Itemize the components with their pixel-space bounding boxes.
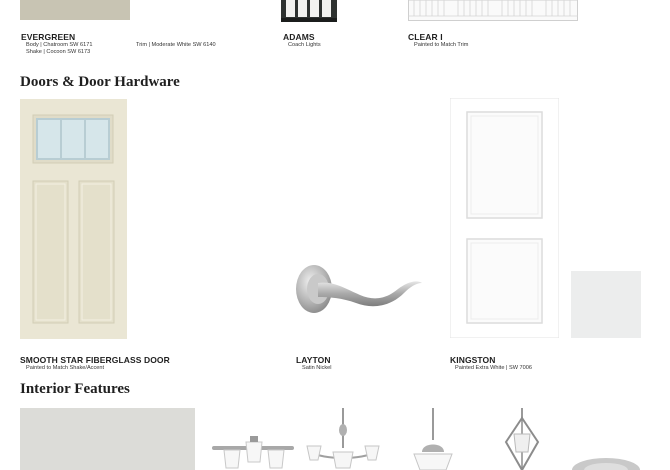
trim-color: Trim | Moderate White SW 6140 <box>136 42 216 48</box>
paint-swatch <box>571 271 641 338</box>
wall-color-swatch <box>20 408 195 470</box>
flush-mount-image <box>570 452 642 470</box>
garage-name: CLEAR I <box>408 32 443 42</box>
hardware-finish: Satin Nickel <box>302 365 332 371</box>
siding-body-color: Body | Chatroom SW 6171 <box>26 42 93 48</box>
garage-finish: Painted to Match Trim <box>414 42 469 48</box>
interior-section-title: Interior Features <box>20 381 130 397</box>
doors-section-title: Doors & Door Hardware <box>20 74 180 90</box>
light-name: ADAMS <box>283 32 315 42</box>
light-finish: Coach Lights <box>288 42 321 48</box>
lantern-pendant-image <box>500 408 544 470</box>
pendant-light-image <box>408 408 458 470</box>
hardware-name: LAYTON <box>296 355 331 365</box>
front-door-finish: Painted to Match Shake/Accent <box>26 365 105 371</box>
interior-door-finish: Painted Extra White | SW 7006 <box>455 365 533 371</box>
layton-lever-image <box>294 259 426 315</box>
siding-swatch <box>20 0 130 20</box>
front-door-image <box>20 99 127 339</box>
interior-door-image <box>450 98 559 338</box>
garage-door-image <box>408 0 578 21</box>
siding-name: EVERGREEN <box>21 32 76 42</box>
interior-door-name: KINGSTON <box>450 355 496 365</box>
coach-light-image <box>281 0 337 22</box>
vanity-light-image <box>210 434 296 470</box>
front-door-name: SMOOTH STAR FIBERGLASS DOOR <box>20 355 170 365</box>
chandelier-image <box>303 408 383 470</box>
siding-shake-color: Shake | Cocoon SW 6173 <box>26 49 91 55</box>
